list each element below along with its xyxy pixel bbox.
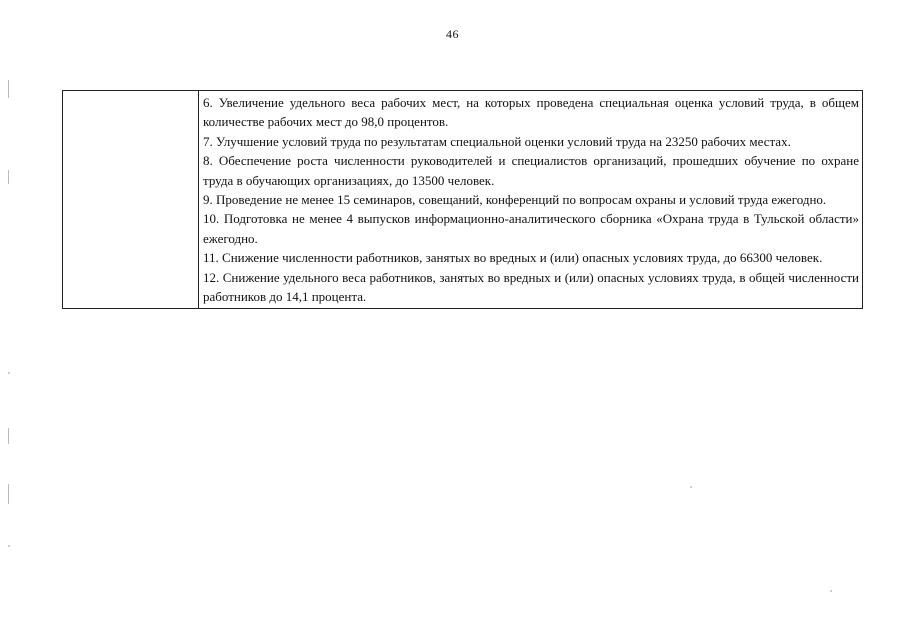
target-list [199, 91, 862, 308]
scan-artifact [8, 545, 10, 547]
program-targets-table [62, 90, 863, 309]
table-cell-empty [63, 91, 199, 309]
table-row [63, 91, 863, 309]
scan-artifact [8, 80, 9, 98]
target-item-10: 10. Подготовка не менее 4 выпусков информационно-аналитического сборника «Охрана труда в Тульской области» ежегодно. [203, 211, 859, 246]
scan-artifact [690, 486, 692, 488]
page-number: 46 [446, 27, 459, 41]
target-item-7: 7. Улучшение условий труда по результатам специальной оценки условий труда на 23250 рабочих местах. [203, 133, 791, 149]
target-item-12: 12. Снижение удельного веса работников, занятых во вредных и (или) опасных условиях труда, в общей численности работников до 14,1 процента. [203, 269, 859, 305]
target-item-9: 9. Проведение не менее 15 семинаров, совещаний, конференций по вопросам охраны и условий труда ежегодно. [203, 192, 827, 208]
table-cell-targets [199, 91, 863, 309]
scan-artifact [8, 428, 9, 444]
target-item-8: 8. Обеспечение роста численности руководителей и специалистов организаций, прошедших обучение по охране труда в обучающих организациях, до 13500 человек. [203, 153, 859, 188]
scan-artifact [8, 170, 9, 184]
scan-artifact [8, 484, 9, 504]
target-item-11: 11. Снижение численности работников, занятых во вредных и (или) опасных условиях труда, до 66300 человек. [203, 250, 823, 266]
scan-artifact [830, 590, 832, 592]
target-item-6: 6. Увеличение удельного веса рабочих мест, на которых проведена специальная оценка условий труда, в общем количестве рабочих мест до 98,0 процентов. [203, 95, 859, 130]
scan-artifact [8, 372, 10, 374]
